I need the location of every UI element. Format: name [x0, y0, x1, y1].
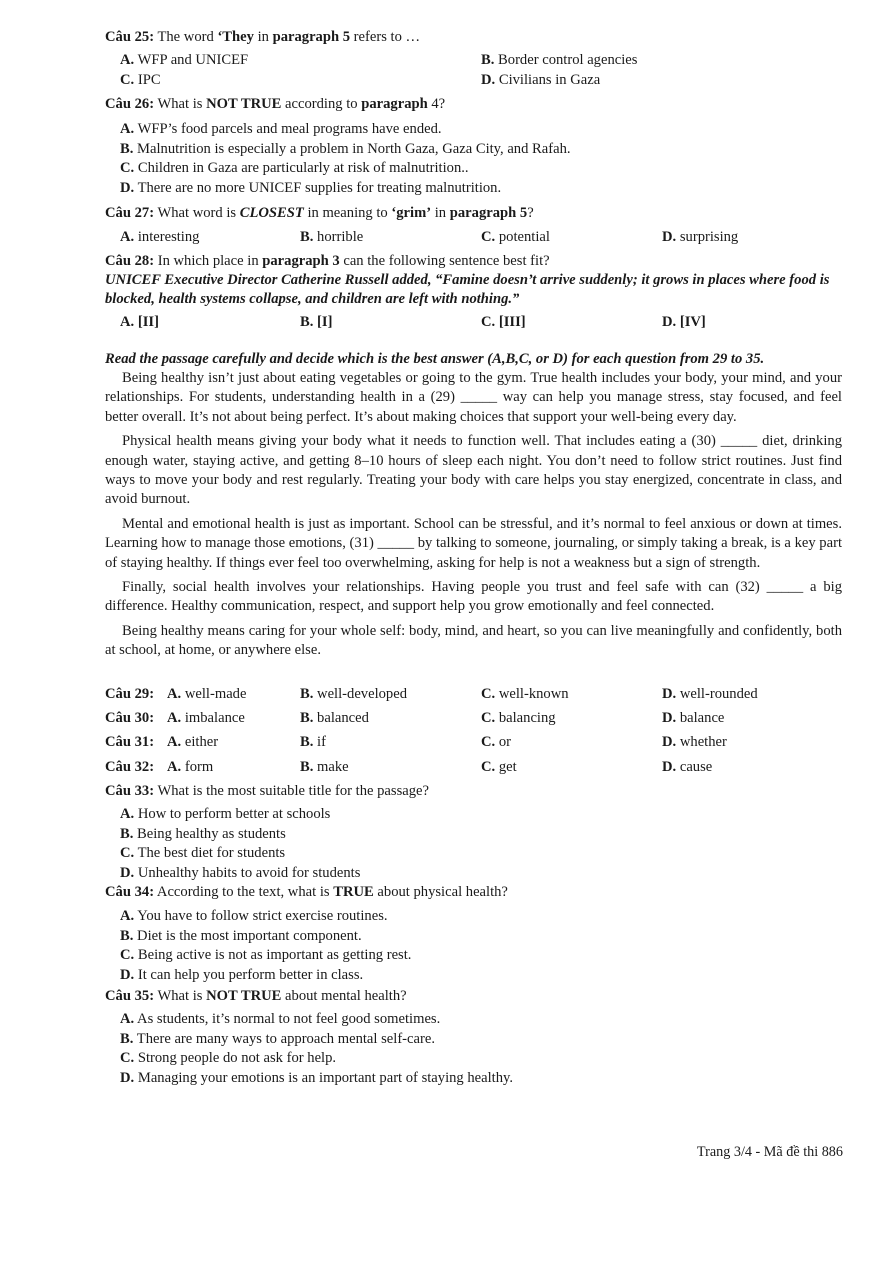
option-text: either — [181, 734, 219, 750]
prompt-emphasis: ‘grim’ — [391, 205, 432, 221]
question-26-prompt — [105, 95, 843, 114]
question-27-prompt — [105, 204, 843, 223]
prompt-emphasis: paragraph — [361, 96, 428, 112]
option-c — [481, 685, 569, 704]
passage-paragraph-2: Physical health means giving your body what it needs to function well. That includes eating a (30) _____ diet, drinking enough water, staying active, and getting 8–10 hours of sleep each night. You don’t need to follow strict routines. Just find ways to move your body and rest regularly. Treating your body with care helps you stay energized, concentrate in class, and avoid burnout. — [105, 433, 842, 508]
question-34-prompt — [105, 883, 843, 902]
option-text: imbalance — [181, 710, 245, 726]
option-a — [167, 685, 246, 704]
option-letter: D. — [120, 864, 135, 881]
option-letter: C. — [120, 845, 135, 861]
prompt-text: The word — [154, 29, 218, 45]
option-text: if — [313, 734, 326, 750]
option-b — [120, 927, 411, 947]
option-letter: B. — [120, 140, 134, 157]
option-text: WFP and UNICEF — [134, 52, 249, 68]
option-b — [300, 685, 407, 704]
option-d — [662, 685, 758, 704]
prompt-text: in — [253, 29, 273, 45]
option-b — [300, 733, 326, 752]
option-letter: C. — [120, 72, 135, 88]
prompt-text: 4? — [427, 96, 446, 112]
option-letter: B. — [300, 710, 314, 726]
option-text: Being active is not as important as getting rest. — [134, 947, 412, 963]
option-text: balanced — [313, 710, 369, 726]
option-letter: B. — [120, 927, 134, 944]
option-c — [120, 71, 161, 90]
option-letter: B. — [300, 229, 314, 245]
question-number-label: Câu 31: — [105, 734, 155, 750]
question-number — [105, 709, 154, 728]
option-text: Children in Gaza are particularly at risk of malnutrition.. — [134, 160, 469, 176]
option-text: [IV] — [676, 314, 706, 330]
question-31-row — [0, 733, 891, 753]
option-letter: D. — [662, 314, 677, 330]
option-letter: C. — [120, 947, 135, 963]
option-letter: C. — [481, 686, 496, 702]
option-text: form — [181, 759, 214, 775]
question-number: Câu 35: — [105, 988, 155, 1004]
option-c — [481, 228, 550, 247]
option-text: Strong people do not ask for help. — [134, 1050, 337, 1066]
prompt-emphasis: paragraph 5 — [449, 205, 528, 221]
option-letter: A. — [120, 314, 135, 330]
option-letter: B. — [481, 52, 495, 68]
option-letter: C. — [481, 734, 496, 750]
option-letter: C. — [120, 160, 135, 176]
option-text: horrible — [313, 229, 364, 245]
option-text: surprising — [676, 229, 739, 245]
option-d — [662, 709, 724, 728]
option-text: whether — [676, 734, 727, 750]
question-29-row — [0, 685, 891, 705]
option-text: [I] — [313, 314, 333, 330]
question-number: Câu 33: — [105, 783, 155, 799]
question-32-row — [0, 758, 891, 778]
question-number: Câu 25: — [105, 29, 155, 45]
reading-passage — [105, 369, 842, 661]
option-letter: C. — [481, 759, 496, 775]
option-b — [120, 140, 571, 160]
option-text: well-developed — [313, 686, 407, 702]
option-letter: A. — [167, 710, 182, 726]
prompt-text: ? — [527, 205, 534, 221]
option-a — [120, 1010, 513, 1030]
option-text: or — [495, 734, 512, 750]
question-35-prompt — [105, 987, 843, 1006]
option-b — [300, 758, 349, 777]
option-text: balance — [676, 710, 725, 726]
option-letter: C. — [481, 229, 496, 245]
option-a — [167, 709, 245, 728]
option-d — [481, 71, 600, 90]
question-number — [105, 733, 154, 752]
question-number-label: Câu 30: — [105, 710, 155, 726]
option-text: balancing — [495, 710, 556, 726]
option-letter: D. — [662, 686, 677, 702]
option-c — [481, 709, 556, 728]
passage-paragraph-4: Finally, social health involves your relationships. Having people you trust and feel safe with can (32) _____ a big difference. Healthy communication, respect, and support help you grow emotionally and feel connected. — [105, 579, 842, 615]
page-footer: Trang 3/4 - Mã đề thi 886 — [696, 1144, 843, 1160]
option-letter: D. — [481, 72, 496, 88]
prompt-text: about physical health? — [373, 884, 508, 900]
prompt-text: in meaning to — [303, 205, 392, 221]
option-c — [120, 1049, 513, 1069]
prompt-emphasis: TRUE — [333, 884, 374, 900]
question-number: Câu 27: — [105, 205, 155, 221]
question-28-prompt — [105, 252, 843, 271]
option-text: well-rounded — [676, 686, 758, 702]
prompt-emphasis: paragraph 3 — [262, 253, 340, 269]
option-a — [120, 120, 571, 140]
option-letter: B. — [300, 314, 314, 330]
option-a — [120, 907, 411, 927]
option-letter: A. — [120, 121, 135, 137]
prompt-text: in — [431, 205, 450, 221]
prompt-text: can the following sentence best fit? — [339, 253, 550, 269]
option-d — [662, 733, 727, 752]
question-27-options — [0, 228, 891, 248]
option-text: Malnutrition is especially a problem in North Gaza, Gaza City, and Rafah. — [133, 140, 571, 157]
question-25-options-row-2 — [0, 71, 891, 91]
prompt-text: What is the most suitable title for the passage? — [154, 783, 429, 799]
question-25-options-row-1 — [0, 51, 891, 71]
option-text: potential — [495, 229, 550, 245]
option-d — [662, 228, 738, 247]
question-28-quote: UNICEF Executive Director Catherine Russell added, “Famine doesn’t arrive suddenly; it grows in places where food is blocked, health systems collapse, and children are left with nothing.” — [105, 272, 830, 307]
option-text: Diet is the most important component. — [133, 927, 362, 944]
question-number: Câu 34: — [105, 884, 155, 900]
option-b — [300, 228, 363, 247]
option-c — [120, 946, 411, 966]
question-number: Câu 26: — [105, 96, 155, 112]
option-letter: B. — [120, 1030, 134, 1047]
question-33-prompt — [105, 782, 843, 801]
option-letter: A. — [120, 806, 135, 822]
question-number-label: Câu 32: — [105, 759, 155, 775]
option-letter: D. — [120, 1069, 135, 1086]
option-text: interesting — [134, 229, 200, 245]
option-text: well-known — [495, 686, 569, 702]
option-d — [662, 313, 706, 332]
option-letter: D. — [120, 179, 135, 196]
option-b — [300, 709, 369, 728]
option-text: [II] — [134, 314, 159, 330]
option-d — [120, 966, 411, 986]
option-text: It can help you perform better in class. — [134, 966, 364, 983]
reading-instruction: Read the passage carefully and decide which is the best answer (A,B,C, or D) for each question from 29 to 35. — [105, 351, 765, 367]
option-letter: D. — [662, 734, 677, 750]
option-text: Unhealthy habits to avoid for students — [134, 864, 361, 881]
option-d — [120, 179, 571, 199]
option-letter: C. — [481, 710, 496, 726]
option-letter: C. — [481, 314, 496, 330]
option-letter: A. — [167, 686, 182, 702]
prompt-text: about mental health? — [281, 988, 407, 1004]
option-text: You have to follow strict exercise routines. — [134, 908, 388, 924]
prompt-emphasis: paragraph 5 — [272, 29, 351, 45]
question-number — [105, 685, 154, 704]
option-text: Border control agencies — [494, 52, 638, 68]
option-text: There are no more UNICEF supplies for treating malnutrition. — [134, 179, 502, 196]
option-b — [120, 1030, 513, 1050]
option-text: As students, it’s normal to not feel good sometimes. — [134, 1011, 441, 1027]
option-c — [481, 313, 526, 332]
question-30-row — [0, 709, 891, 729]
question-number — [105, 758, 154, 777]
option-letter: A. — [120, 229, 135, 245]
prompt-text: In which place in — [154, 253, 263, 269]
option-b — [300, 313, 332, 332]
option-letter: B. — [120, 825, 134, 842]
option-text: well-made — [181, 686, 247, 702]
option-letter: D. — [120, 966, 135, 983]
option-a — [167, 758, 213, 777]
prompt-text: According to the text, what is — [154, 884, 334, 900]
prompt-text: according to — [281, 96, 362, 112]
option-text: WFP’s food parcels and meal programs have ended. — [134, 121, 442, 137]
question-34-options — [120, 907, 411, 985]
question-number: Câu 28: — [105, 253, 155, 269]
option-letter: A. — [167, 734, 182, 750]
option-letter: A. — [120, 52, 135, 68]
option-d — [120, 1069, 513, 1089]
option-letter: B. — [300, 759, 314, 775]
prompt-text: What is — [154, 988, 207, 1004]
option-letter: C. — [120, 1050, 135, 1066]
question-33-options — [120, 805, 360, 883]
option-text: make — [313, 759, 349, 775]
passage-paragraph-5: Being healthy means caring for your whole self: body, mind, and heart, so you can live meaningfully and confidently, both at school, at home, or anywhere else. — [105, 622, 842, 659]
passage-paragraph-1: Being healthy isn’t just about eating vegetables or going to the gym. True health includes your body, your mind, and your relationships. For students, understanding health in a (29) _____ way can help you manage stress, stay focused, and feel better overall. It’s not about being perfect. It’s about making choices that support your well-being every day. — [105, 370, 842, 425]
question-35-options — [120, 1010, 513, 1088]
option-b — [481, 51, 637, 70]
option-letter: A. — [120, 1011, 135, 1027]
prompt-text: What word is — [154, 205, 240, 221]
option-text: get — [495, 759, 517, 775]
option-b — [120, 825, 360, 845]
option-text: [III] — [495, 314, 526, 330]
option-letter: D. — [662, 229, 677, 245]
option-text: Being healthy as students — [133, 825, 286, 842]
option-text: How to perform better at schools — [134, 806, 331, 822]
option-a — [120, 228, 199, 247]
option-letter: D. — [662, 759, 677, 775]
option-letter: D. — [662, 710, 677, 726]
option-letter: A. — [167, 759, 182, 775]
question-25-prompt — [105, 28, 843, 47]
prompt-text: What is — [154, 96, 207, 112]
question-number-label: Câu 29: — [105, 686, 155, 702]
prompt-emphasis: CLOSEST — [239, 205, 304, 221]
option-text: IPC — [134, 72, 161, 88]
question-28-options — [0, 313, 891, 333]
prompt-emphasis: NOT TRUE — [206, 96, 282, 112]
option-c — [120, 159, 571, 179]
option-text: Civilians in Gaza — [495, 72, 601, 88]
option-d — [662, 758, 712, 777]
option-letter: B. — [300, 686, 314, 702]
prompt-emphasis: NOT TRUE — [206, 988, 282, 1004]
option-text: The best diet for students — [134, 845, 286, 861]
prompt-text: refers to … — [350, 29, 421, 45]
prompt-emphasis: ‘They — [217, 29, 254, 45]
passage-paragraph-3: Mental and emotional health is just as important. School can be stressful, and it’s normal to feel anxious or down at times. Learning how to manage those emotions, (31) _____ by talking to someone, journaling, or simply taking a break, is a key part of staying healthy. If things ever feel too overwhelming, asking for help is not a weakness but a sign of strength. — [105, 515, 842, 571]
option-c — [120, 844, 360, 864]
option-c — [481, 758, 517, 777]
option-letter: A. — [120, 908, 135, 924]
option-a — [120, 51, 248, 70]
option-a — [120, 313, 159, 332]
option-text: Managing your emotions is an important part of staying healthy. — [134, 1069, 514, 1086]
option-a — [120, 805, 360, 825]
option-text: cause — [676, 759, 713, 775]
question-26-options — [120, 120, 571, 198]
option-d — [120, 864, 360, 884]
option-a — [167, 733, 218, 752]
option-text: There are many ways to approach mental self-care. — [133, 1030, 435, 1047]
option-letter: B. — [300, 734, 314, 750]
option-c — [481, 733, 511, 752]
